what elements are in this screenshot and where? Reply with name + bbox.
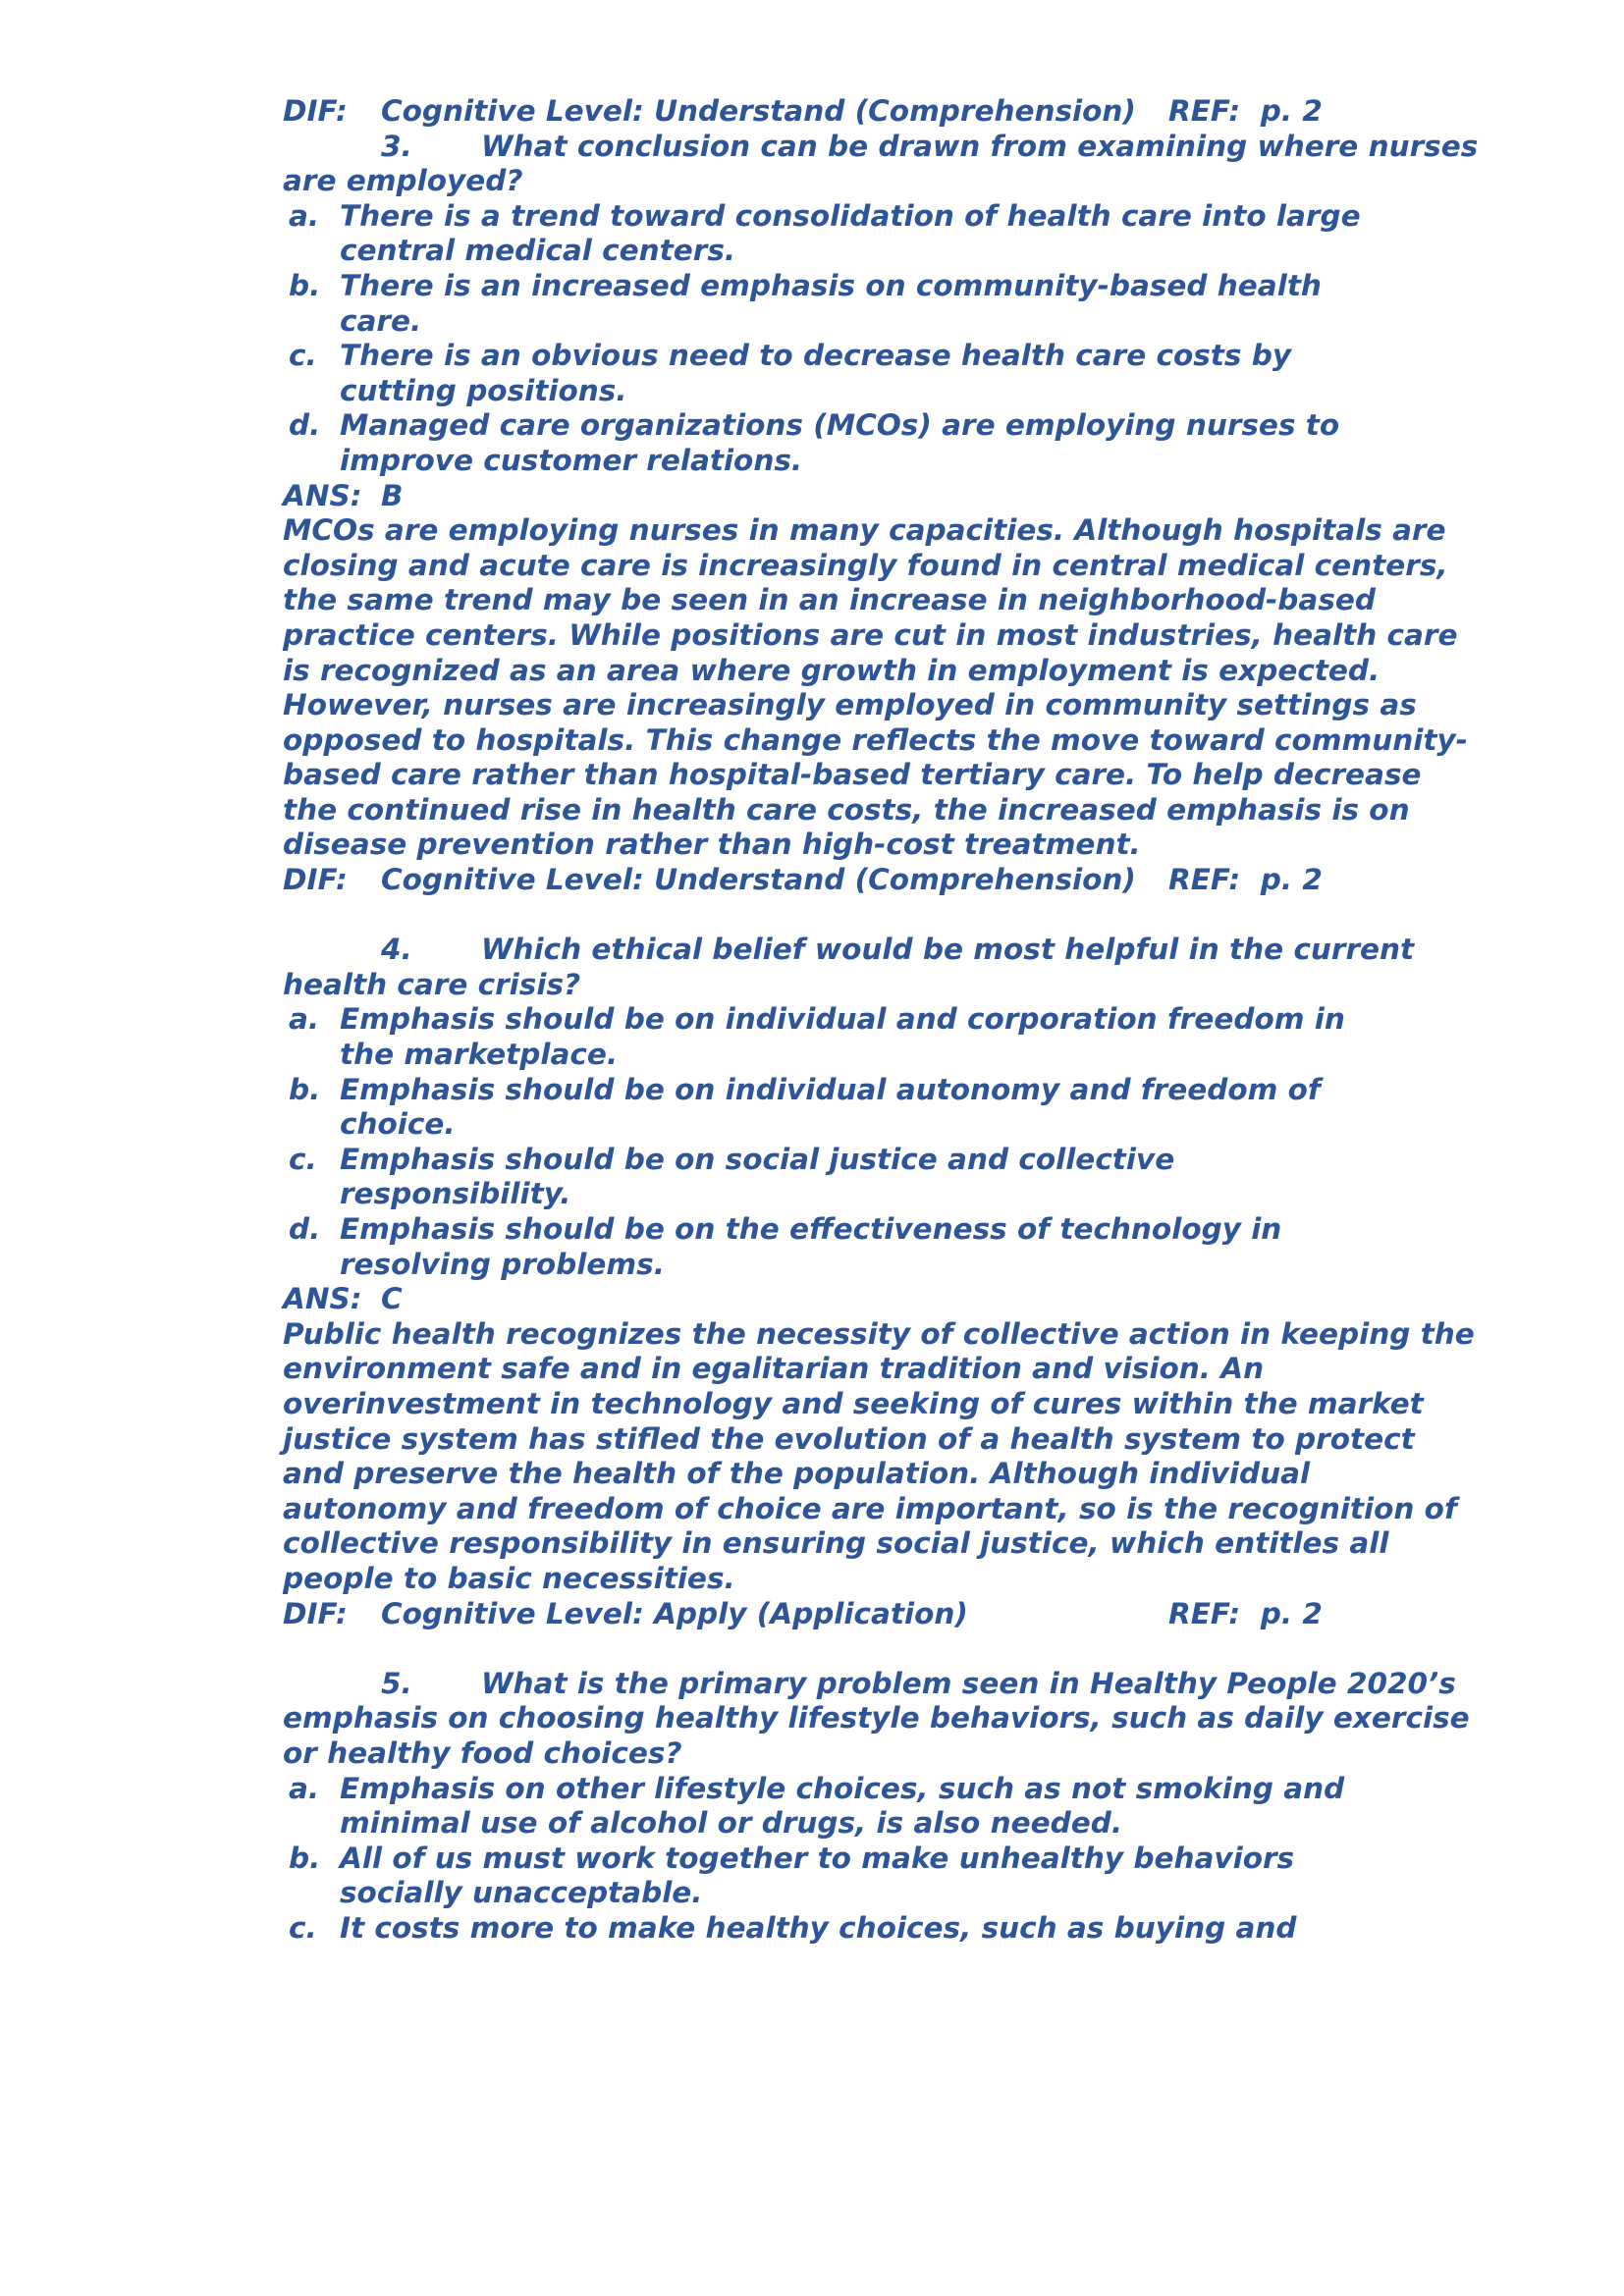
option-a xyxy=(283,199,1540,235)
rationale xyxy=(283,1317,1540,1597)
option-text: Managed care organizations (MCOs) are employing nurses to xyxy=(340,408,1340,443)
option-text: It costs more to make healthy choices, such as buying and xyxy=(340,1910,1297,1945)
blank-line xyxy=(283,898,1540,934)
option-text: Emphasis should be on individual autonomy and freedom of xyxy=(340,1072,1321,1106)
dif-text: Cognitive Level: Understand (Comprehension) xyxy=(381,94,1136,128)
question-3 xyxy=(283,130,1540,898)
rationale-text: and preserve the health of the population. Although individual xyxy=(283,1457,1311,1491)
question-stem-cont xyxy=(283,1701,1540,1736)
question-number: 4. xyxy=(381,933,412,967)
option-b xyxy=(283,1842,1540,1877)
rationale-text: closing and acute care is increasingly found in central medical centers, xyxy=(283,548,1448,582)
option-letter: c. xyxy=(289,1142,317,1176)
question-stem-cont xyxy=(283,1736,1540,1772)
dif-label: DIF: xyxy=(283,863,348,897)
option-c-cont xyxy=(283,374,1540,409)
option-letter: b. xyxy=(289,1072,321,1106)
rationale-line xyxy=(283,828,1540,863)
option-letter: b. xyxy=(289,1841,321,1875)
answer-label: ANS: xyxy=(283,1282,362,1316)
option-a-cont xyxy=(283,234,1540,269)
ref-text: REF: p. 2 xyxy=(1168,94,1323,128)
rationale-line xyxy=(283,583,1540,618)
rationale-text: opposed to hospitals. This change reflects the move toward community- xyxy=(283,722,1468,757)
question-text: are employed? xyxy=(283,164,523,198)
difficulty-line xyxy=(283,1597,1540,1632)
question-5 xyxy=(283,1667,1540,1947)
answer-value: B xyxy=(381,478,404,512)
dif-label: DIF: xyxy=(283,94,348,128)
option-letter: d. xyxy=(289,408,321,443)
option-letter: b. xyxy=(289,268,321,302)
rationale-line xyxy=(283,1352,1540,1387)
rationale-line xyxy=(283,1526,1540,1562)
answer-line xyxy=(283,479,1540,514)
rationale-line xyxy=(283,758,1540,793)
option-a-cont xyxy=(283,1806,1540,1842)
rationale-text: autonomy and freedom of choice are important, so is the recognition of xyxy=(283,1491,1457,1525)
option-text: care. xyxy=(340,303,422,338)
option-c-cont xyxy=(283,1177,1540,1212)
option-letter: a. xyxy=(289,1002,320,1037)
rationale-text: practice centers. While positions are cut in most industries, health care xyxy=(283,617,1458,652)
rationale-text: the same trend may be seen in an increase in neighborhood-based xyxy=(283,583,1377,617)
document-body xyxy=(283,94,1540,1946)
question-stem xyxy=(283,130,1540,165)
rationale-text: people to basic necessities. xyxy=(283,1561,735,1595)
option-c xyxy=(283,1911,1540,1947)
question-stem xyxy=(283,1667,1540,1702)
option-letter: c. xyxy=(289,339,317,373)
question-text: Which ethical belief would be most helpful in the current xyxy=(481,933,1415,967)
blank-line xyxy=(283,1631,1540,1667)
rationale-line xyxy=(283,688,1540,723)
dif-text: Cognitive Level: Apply (Application) xyxy=(381,1596,968,1630)
option-text: choice. xyxy=(340,1107,456,1142)
question-stem-cont xyxy=(283,164,1540,199)
option-letter: c. xyxy=(289,1910,317,1945)
question-stem xyxy=(283,933,1540,968)
rationale-line xyxy=(283,513,1540,549)
rationale-text: disease prevention rather than high-cost treatment. xyxy=(283,828,1141,862)
option-a xyxy=(283,1002,1540,1038)
option-b xyxy=(283,1073,1540,1108)
option-d-cont xyxy=(283,1248,1540,1283)
rationale-text: Public health recognizes the necessity of collective action in keeping the xyxy=(283,1316,1475,1351)
rationale-text: justice system has stifled the evolution of a health system to protect xyxy=(283,1421,1415,1456)
option-b-cont xyxy=(283,1107,1540,1143)
option-text: Emphasis on other lifestyle choices, such as not smoking and xyxy=(340,1771,1345,1805)
option-b xyxy=(283,269,1540,304)
option-text: socially unacceptable. xyxy=(340,1876,703,1910)
question-text: emphasis on choosing healthy lifestyle behaviors, such as daily exercise xyxy=(283,1701,1470,1735)
option-text: resolving problems. xyxy=(340,1247,665,1281)
question-number: 5. xyxy=(381,1666,412,1700)
option-text: cutting positions. xyxy=(340,373,627,407)
rationale-text: the continued rise in health care costs, the increased emphasis is on xyxy=(283,792,1410,827)
option-text: the marketplace. xyxy=(340,1038,619,1072)
option-text: Emphasis should be on individual and corporation freedom in xyxy=(340,1002,1345,1037)
option-a xyxy=(283,1772,1540,1807)
option-text: minimal use of alcohol or drugs, is also needed. xyxy=(340,1806,1123,1841)
question-text: health care crisis? xyxy=(283,967,581,1001)
rationale-line xyxy=(283,1422,1540,1458)
option-b-cont xyxy=(283,1876,1540,1911)
rationale-text: MCOs are employing nurses in many capacities. Although hospitals are xyxy=(283,513,1446,548)
rationale-line xyxy=(283,1387,1540,1422)
ref-text: REF: p. 2 xyxy=(1168,1596,1323,1630)
option-text: improve customer relations. xyxy=(340,443,803,477)
option-c xyxy=(283,1143,1540,1178)
rationale-line xyxy=(283,1492,1540,1527)
answer-line xyxy=(283,1282,1540,1317)
rationale-text: based care rather than hospital-based tertiary care. To help decrease xyxy=(283,758,1422,792)
option-text: All of us must work together to make unhealthy behaviors xyxy=(340,1841,1295,1875)
option-text: Emphasis should be on the effectiveness of technology in xyxy=(340,1212,1282,1246)
option-text: There is an obvious need to decrease health care costs by xyxy=(340,339,1292,373)
option-text: central medical centers. xyxy=(340,234,736,268)
question-number: 3. xyxy=(381,129,412,163)
answer-value: C xyxy=(381,1282,403,1316)
rationale-line xyxy=(283,1317,1540,1353)
dif-label: DIF: xyxy=(283,1596,348,1630)
option-d xyxy=(283,408,1540,444)
option-letter: d. xyxy=(289,1212,321,1246)
option-d-cont xyxy=(283,444,1540,479)
rationale-text: collective responsibility in ensuring social justice, which entitles all xyxy=(283,1526,1389,1561)
question-4 xyxy=(283,933,1540,1631)
question-text: or healthy food choices? xyxy=(283,1735,682,1770)
option-letter: a. xyxy=(289,198,320,233)
rationale-line xyxy=(283,549,1540,584)
question-text: What conclusion can be drawn from examining where nurses xyxy=(481,129,1479,163)
rationale-line xyxy=(283,793,1540,828)
ref-text: REF: p. 2 xyxy=(1168,863,1323,897)
option-a-cont xyxy=(283,1038,1540,1073)
rationale xyxy=(283,513,1540,863)
answer-label: ANS: xyxy=(283,478,362,512)
rationale-line xyxy=(283,1562,1540,1597)
option-text: responsibility. xyxy=(340,1177,571,1211)
option-d xyxy=(283,1212,1540,1248)
option-text: There is an increased emphasis on community-based health xyxy=(340,268,1322,302)
rationale-text: is recognized as an area where growth in employment is expected. xyxy=(283,653,1380,687)
option-text: Emphasis should be on social justice and collective xyxy=(340,1142,1175,1176)
rationale-line xyxy=(283,723,1540,759)
option-b-cont xyxy=(283,304,1540,340)
rationale-line xyxy=(283,618,1540,654)
question-text: What is the primary problem seen in Healthy People 2020’s xyxy=(481,1666,1456,1700)
option-letter: a. xyxy=(289,1771,320,1805)
difficulty-line xyxy=(283,863,1540,898)
dif-text: Cognitive Level: Understand (Comprehension) xyxy=(381,863,1136,897)
rationale-line xyxy=(283,654,1540,689)
rationale-text: environment safe and in egalitarian tradition and vision. An xyxy=(283,1352,1265,1386)
difficulty-line xyxy=(283,94,1540,130)
option-c xyxy=(283,339,1540,374)
rationale-text: overinvestment in technology and seeking of cures within the market xyxy=(283,1386,1424,1420)
option-text: There is a trend toward consolidation of health care into large xyxy=(340,198,1361,233)
question-stem-cont xyxy=(283,968,1540,1003)
rationale-line xyxy=(283,1457,1540,1492)
rationale-text: However, nurses are increasingly employed in community settings as xyxy=(283,688,1417,722)
